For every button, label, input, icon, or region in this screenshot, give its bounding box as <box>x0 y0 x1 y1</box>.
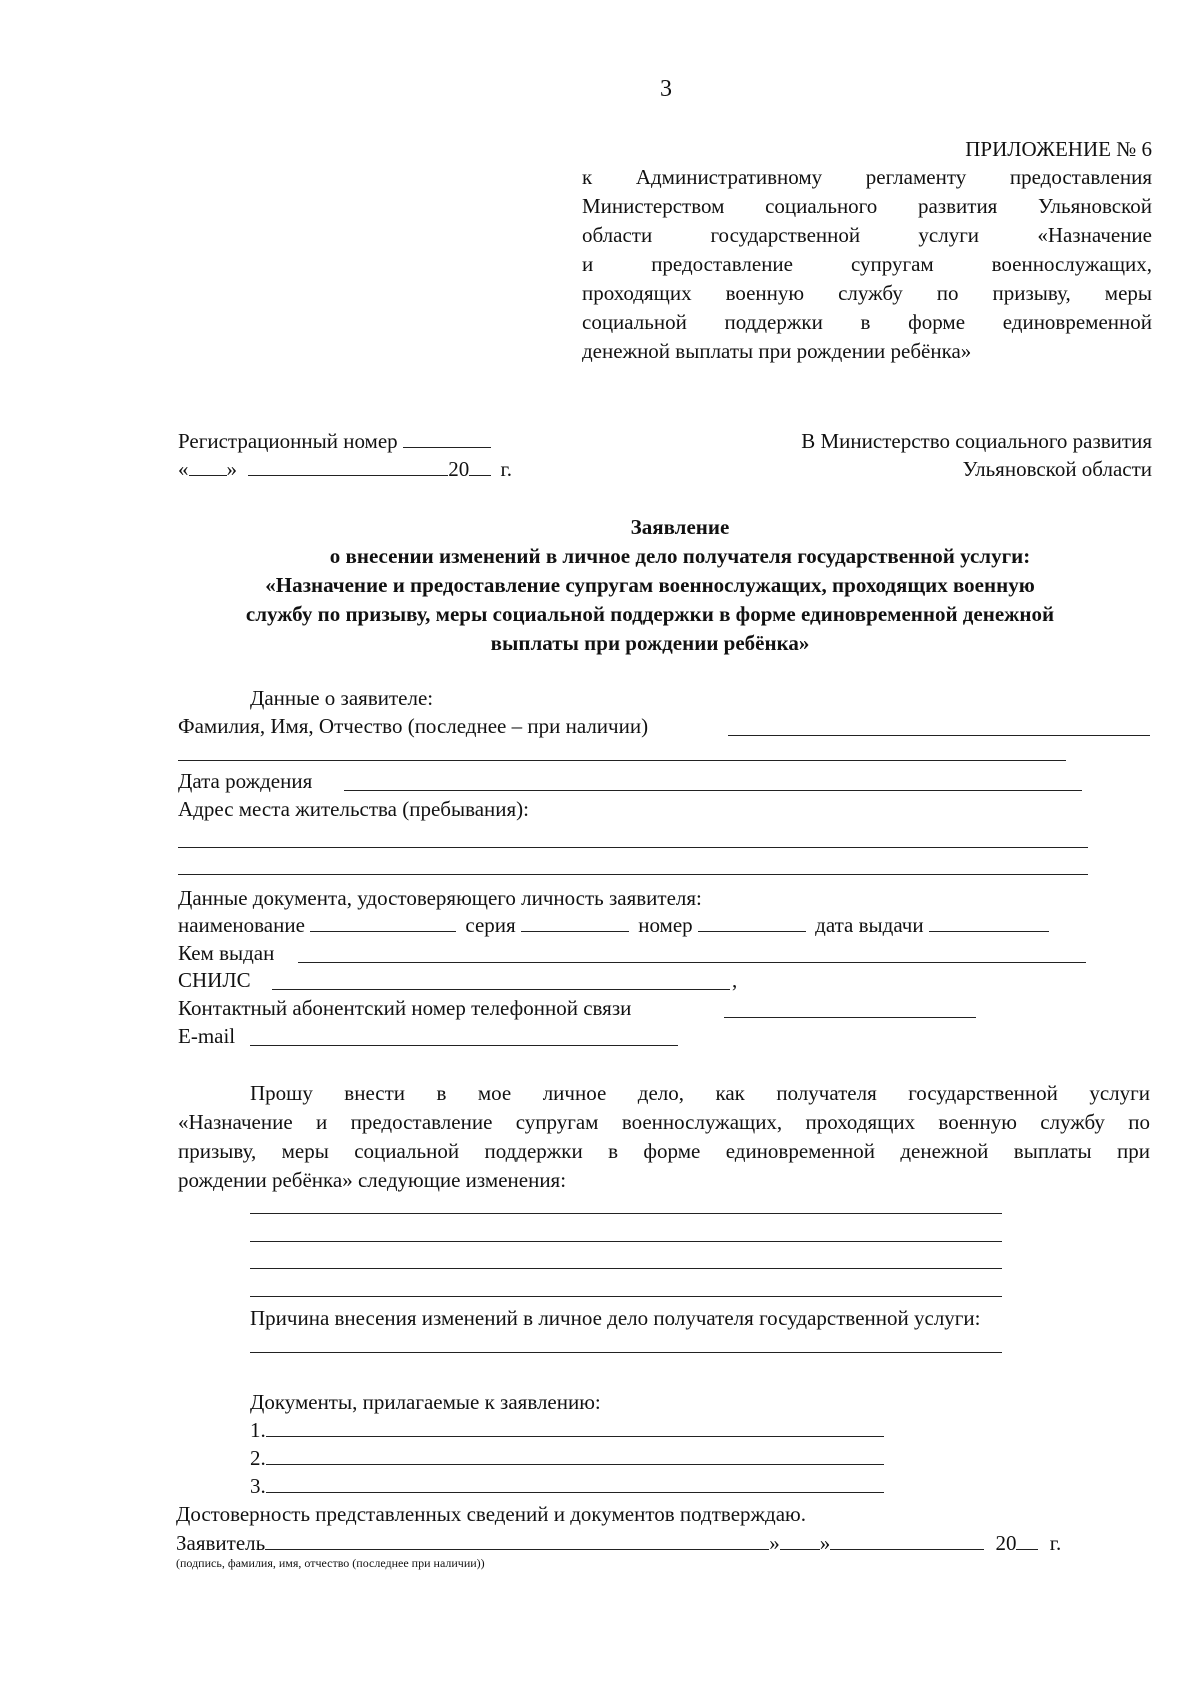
registration-year-prefix: 20 <box>448 457 470 481</box>
signature-close-quote: » <box>819 1531 831 1555</box>
signature-row <box>176 1530 1061 1556</box>
fio-field[interactable] <box>728 735 1150 736</box>
id-document-name-field[interactable] <box>310 913 456 932</box>
id-document-series-field[interactable] <box>521 913 629 932</box>
id-document-section-label: Данные документа, удостоверяющего личность заявителя: <box>178 886 702 910</box>
appendix-line: и предоставление супругам военнослужащих, <box>582 252 1152 276</box>
signature-field[interactable] <box>265 1531 769 1550</box>
request-line: рождении ребёнка» следующие изменения: <box>178 1168 567 1192</box>
phone-label: Контактный абонентский номер телефонной связи <box>178 996 632 1020</box>
signature-caption: (подпись, фамилия, имя, отчество (последнее при наличии)) <box>176 1556 485 1570</box>
phone-field[interactable] <box>724 1017 976 1018</box>
snils-field[interactable] <box>272 989 730 990</box>
address-label: Адрес места жительства (пребывания): <box>178 797 530 821</box>
heading-line: службу по призыву, меры социальной поддержки в форме единовременной денежной <box>245 602 1055 626</box>
attachment-number: 1. <box>250 1418 266 1442</box>
registration-number-label: Регистрационный номер <box>178 429 398 453</box>
appendix-text <box>582 164 1152 367</box>
email-label: E-mail <box>178 1024 236 1048</box>
registration-date <box>178 456 512 482</box>
addressee-line1: В Министерство социального развития <box>801 429 1152 453</box>
signature-label: Заявитель <box>176 1531 266 1555</box>
id-document-row <box>178 912 1049 938</box>
registration-day-field[interactable] <box>189 457 227 476</box>
request-line: Прошу внести в мое личное дело, как получателя государственной услуги <box>250 1081 1150 1105</box>
registration-year-suffix: г. <box>500 457 512 481</box>
snils-label: СНИЛС <box>178 968 251 992</box>
appendix-line: к Административному регламенту предоставления <box>582 165 1152 189</box>
changes-field-line2[interactable] <box>250 1241 1002 1242</box>
registration-year-field[interactable] <box>469 457 491 476</box>
attachment-number: 2. <box>250 1446 266 1470</box>
date-close-quote: » <box>226 457 237 481</box>
request-line: «Назначение и предоставление супругам военнослужащих, проходящих военную службу по <box>178 1110 1150 1134</box>
attachment-item <box>250 1473 884 1499</box>
fio-label: Фамилия, Имя, Отчество (последнее – при наличии) <box>178 714 649 738</box>
request-paragraph <box>178 1080 1150 1196</box>
attachment-field[interactable] <box>266 1418 884 1437</box>
signature-open-quote: » <box>769 1531 780 1555</box>
snils-comma: , <box>732 968 738 992</box>
id-document-issue-date-label: дата выдачи <box>815 913 924 937</box>
reason-field[interactable] <box>250 1352 1002 1353</box>
issued-by-field[interactable] <box>298 962 1086 963</box>
signature-month-field[interactable] <box>830 1531 984 1550</box>
appendix-title: ПРИЛОЖЕНИЕ № 6 <box>965 137 1152 161</box>
heading-line: выплаты при рождении ребёнка» <box>490 631 810 655</box>
attachments-label: Документы, прилагаемые к заявлению: <box>250 1390 601 1414</box>
changes-field-line3[interactable] <box>250 1268 1002 1269</box>
appendix-line: социальной поддержки в форме единовременной <box>582 310 1152 334</box>
registration-month-field[interactable] <box>248 457 448 476</box>
heading-line: «Назначение и предоставление супругам военнослужащих, проходящих военную <box>265 573 1035 597</box>
issued-by-label: Кем выдан <box>178 941 275 965</box>
appendix-line: Министерством социального развития Ульяновской <box>582 194 1152 218</box>
id-document-name-label: наименование <box>178 913 305 937</box>
fio-field-continued[interactable] <box>178 760 1066 761</box>
id-document-number-field[interactable] <box>698 913 806 932</box>
id-document-number-label: номер <box>638 913 693 937</box>
registration-number <box>178 428 491 454</box>
registration-number-field[interactable] <box>403 429 491 448</box>
heading-line: о внесении изменений в личное дело получателя государственной услуги: <box>329 544 1031 568</box>
addressee-line2: Ульяновской области <box>962 457 1152 481</box>
address-field-line2[interactable] <box>178 874 1088 875</box>
attachment-item <box>250 1445 884 1471</box>
address-field-line1[interactable] <box>178 847 1088 848</box>
heading-title: Заявление <box>630 515 730 539</box>
changes-field-line4[interactable] <box>250 1296 1002 1297</box>
date-open-quote: « <box>178 457 189 481</box>
confirmation-text: Достоверность представленных сведений и документов подтверждаю. <box>176 1502 806 1526</box>
signature-year-field[interactable] <box>1016 1531 1038 1550</box>
birth-date-label: Дата рождения <box>178 769 313 793</box>
signature-year-prefix: 20 <box>995 1531 1017 1555</box>
request-line: призыву, меры социальной поддержки в форме единовременной денежной выплаты при <box>178 1139 1150 1163</box>
email-field[interactable] <box>250 1045 678 1046</box>
id-document-issue-date-field[interactable] <box>929 913 1049 932</box>
document-heading <box>150 514 1150 659</box>
appendix-line: проходящих военную службу по призыву, меры <box>582 281 1152 305</box>
changes-field-line1[interactable] <box>250 1213 1002 1214</box>
id-document-series-label: серия <box>465 913 516 937</box>
attachment-field[interactable] <box>266 1474 884 1493</box>
appendix-line: области государственной услуги «Назначение <box>582 223 1152 247</box>
attachment-field[interactable] <box>266 1446 884 1465</box>
applicant-section-label: Данные о заявителе: <box>250 686 434 710</box>
signature-day-field[interactable] <box>780 1531 820 1550</box>
reason-label: Причина внесения изменений в личное дело получателя государственной услуги: <box>250 1306 981 1330</box>
attachment-number: 3. <box>250 1474 266 1498</box>
birth-date-field[interactable] <box>344 790 1082 791</box>
attachment-item <box>250 1417 884 1443</box>
signature-year-suffix: г. <box>1049 1531 1062 1555</box>
page-number: 3 <box>660 76 672 102</box>
appendix-line: денежной выплаты при рождении ребёнка» <box>582 339 972 363</box>
